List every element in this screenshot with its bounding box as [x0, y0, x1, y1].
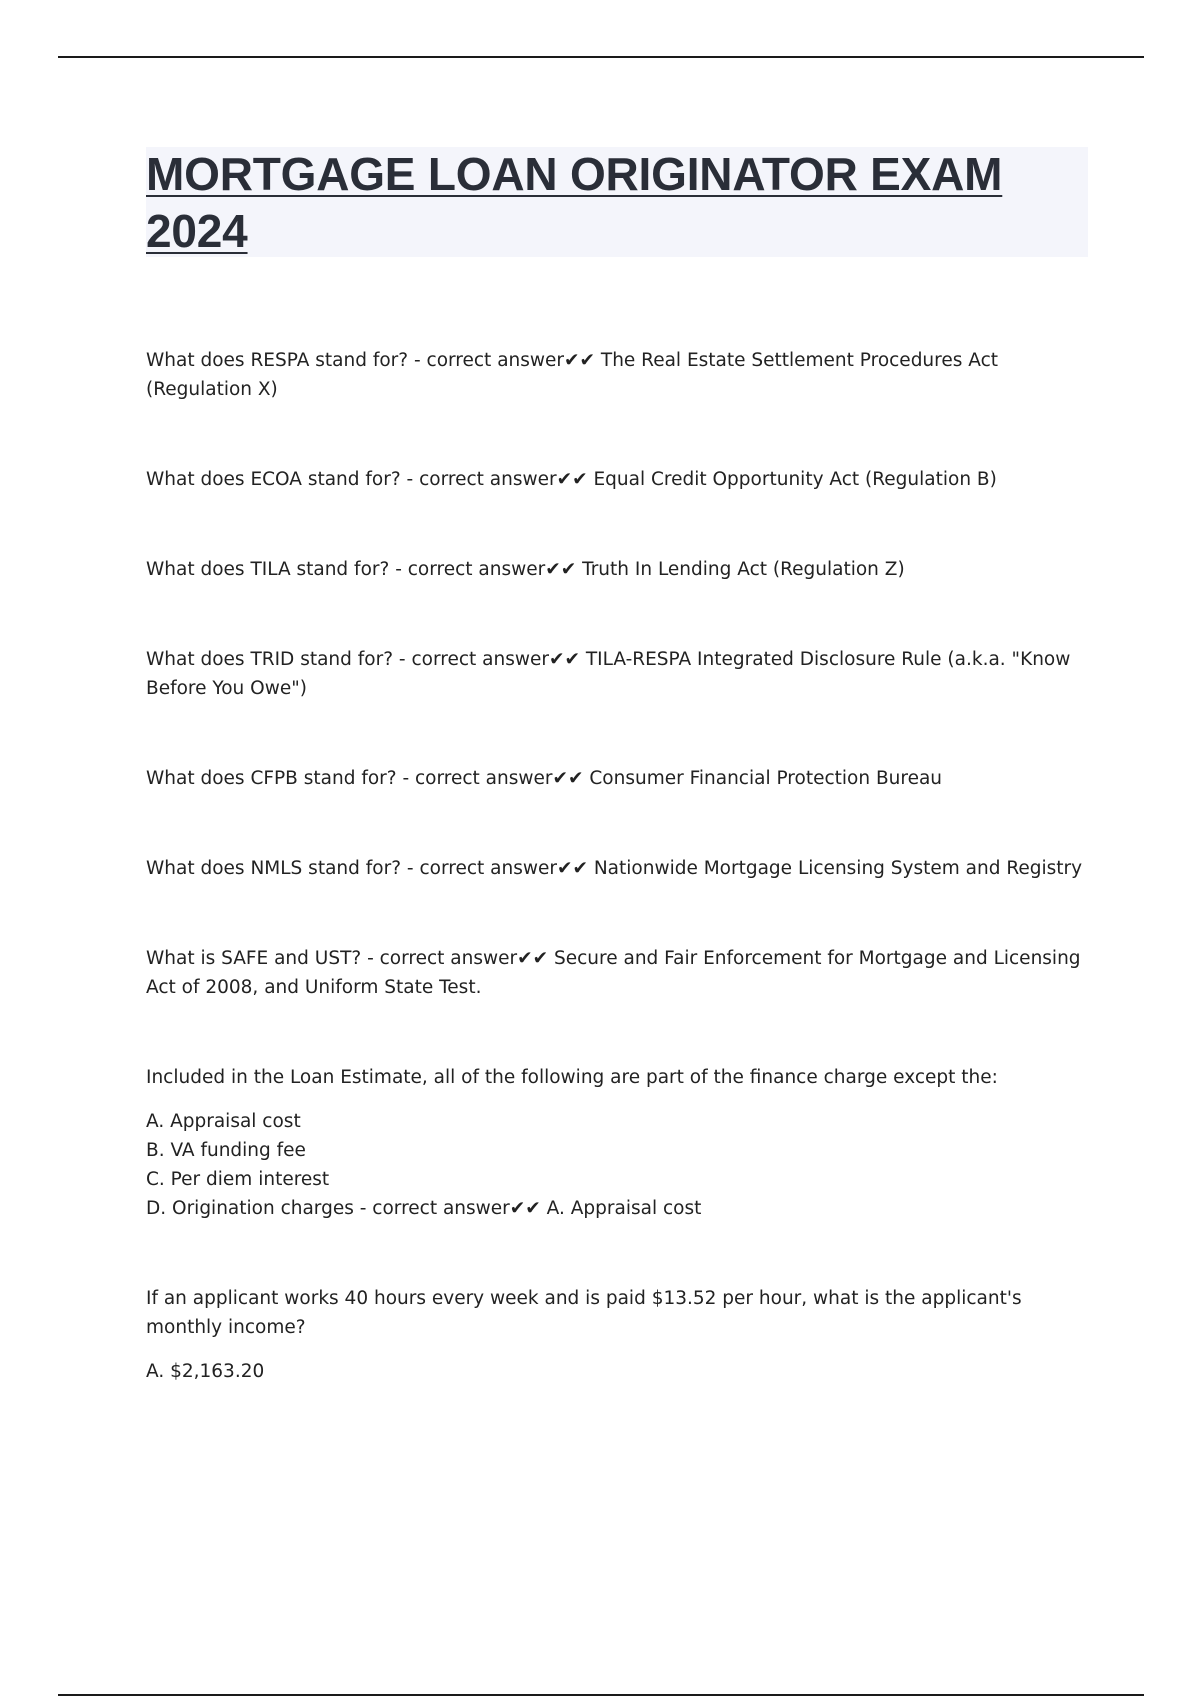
- option-list: [146, 1107, 1096, 1223]
- answer-text: Truth In Lending Act (Regulation Z): [582, 559, 905, 580]
- qa-item: [146, 944, 1096, 1002]
- answer-text: Nationwide Mortgage Licensing System and Registry: [593, 858, 1083, 879]
- answer-text: Equal Credit Opportunity Act (Regulation B): [593, 469, 997, 490]
- answer-text: A. Appraisal cost: [546, 1198, 702, 1219]
- bottom-rule: [58, 1694, 1144, 1696]
- qa-item: [146, 346, 1096, 404]
- answer-marker: - correct answer✔✔: [393, 649, 586, 670]
- answer-marker: - correct answer✔✔: [400, 469, 594, 490]
- question-text: What does CFPB stand for?: [146, 768, 397, 789]
- qa-item: [146, 645, 1096, 703]
- answer-text: TILA-RESPA Integrated Disclosure Rule (a.k.a. "Know Before You Owe"): [146, 649, 1071, 699]
- qa-item: [146, 764, 1096, 793]
- question-text: If an applicant works 40 hours every week and is paid $13.52 per hour, what is the applicant's monthly income?: [146, 1288, 1022, 1338]
- answer-marker: - correct answer✔✔: [396, 768, 590, 789]
- answer-text: The Real Estate Settlement Procedures Act (Regulation X): [146, 350, 999, 400]
- qa-text: [146, 764, 1096, 793]
- qa-item: [146, 555, 1096, 584]
- page-title: MORTGAGE LOAN ORIGINATOR EXAM 2024: [146, 148, 1003, 257]
- question-text: What does NMLS stand for?: [146, 858, 402, 879]
- answer-marker: - correct answer✔✔: [389, 559, 583, 580]
- top-rule: [58, 56, 1144, 58]
- answer-marker: - correct answer✔✔: [353, 1198, 547, 1219]
- mc-question: [146, 1063, 1096, 1223]
- qa-item: [146, 465, 1096, 494]
- qa-item: [146, 854, 1096, 883]
- question-text: What is SAFE and UST?: [146, 948, 362, 969]
- question-text: What does TRID stand for?: [146, 649, 394, 670]
- option-c: C. Per diem interest: [146, 1169, 330, 1190]
- option-b: B. VA funding fee: [146, 1140, 306, 1161]
- qa-text: [146, 645, 1096, 703]
- answer-marker: - correct answer✔✔: [361, 948, 554, 969]
- question-text: What does RESPA stand for?: [146, 350, 409, 371]
- answer-text: Consumer Financial Protection Bureau: [589, 768, 943, 789]
- answer-marker: - correct answer✔✔: [401, 858, 594, 879]
- qa-text: [146, 944, 1096, 1002]
- option-d: D. Origination charges: [146, 1198, 354, 1219]
- qa-text: [146, 465, 1096, 494]
- question-text: Included in the Loan Estimate, all of the following are part of the finance charge except the:: [146, 1067, 998, 1088]
- option-a: A. Appraisal cost: [146, 1111, 301, 1132]
- last-question: [146, 1284, 1096, 1386]
- option-list: [146, 1357, 1096, 1386]
- qa-text: [146, 555, 1096, 584]
- question-text: What does TILA stand for?: [146, 559, 390, 580]
- answer-marker: - correct answer✔✔: [408, 350, 601, 371]
- qa-text: [146, 854, 1096, 883]
- option-a: A. $2,163.20: [146, 1361, 265, 1382]
- question-text: What does ECOA stand for?: [146, 469, 401, 490]
- option-d-with-answer: [146, 1194, 1096, 1223]
- qa-text: [146, 346, 1096, 404]
- document-body: [146, 346, 1096, 1447]
- answer-text: Secure and Fair Enforcement for Mortgage and Licensing Act of 2008, and Uniform State Test.: [146, 948, 1081, 998]
